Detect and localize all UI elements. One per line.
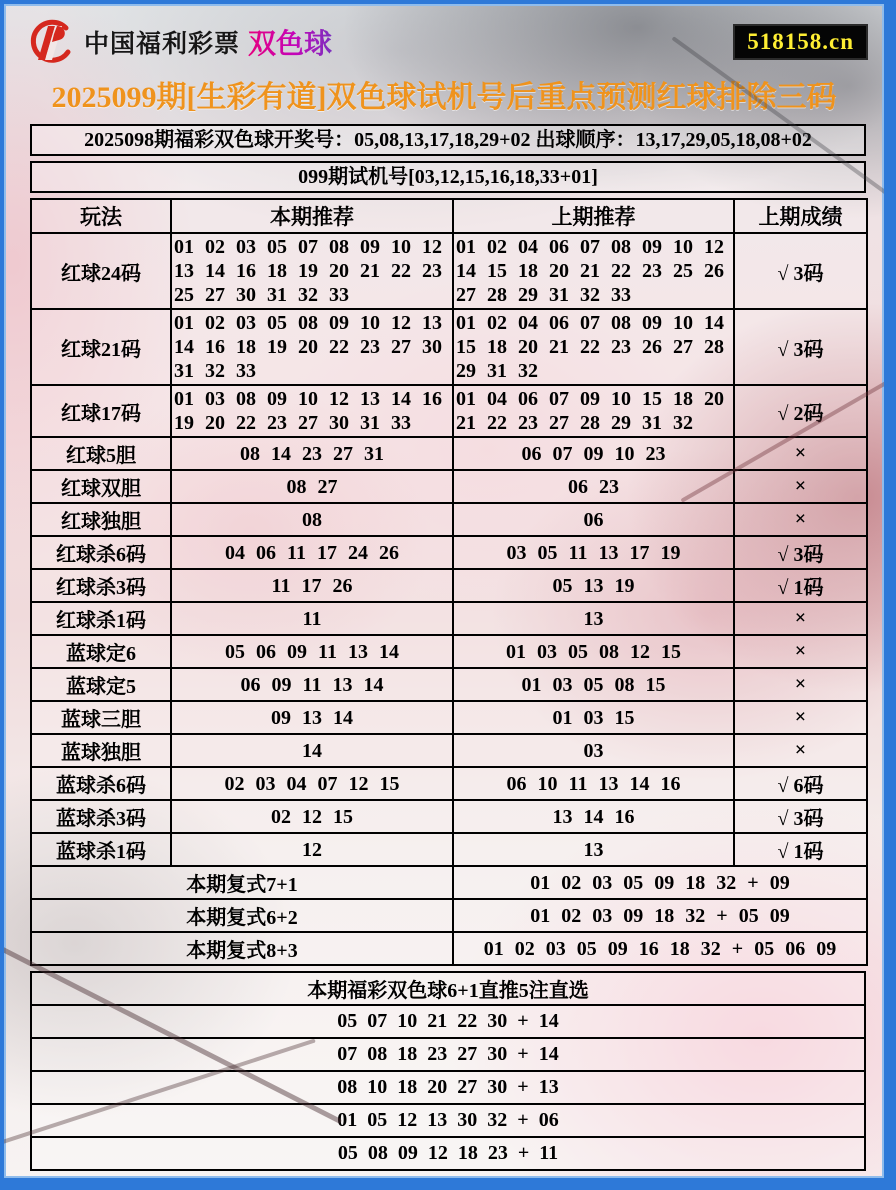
table-row bbox=[31, 503, 867, 536]
table-row bbox=[31, 536, 867, 569]
current-numbers: 09 13 14 bbox=[171, 701, 453, 734]
table-row bbox=[31, 635, 867, 668]
result-badge: √ 3码 bbox=[734, 233, 867, 309]
direct-pick-numbers: 08 10 18 20 27 30 + 13 bbox=[31, 1071, 865, 1104]
col-header-play: 玩法 bbox=[31, 199, 171, 233]
content-area bbox=[30, 124, 866, 1171]
direct-pick-row bbox=[31, 1071, 865, 1104]
previous-numbers: 05 13 19 bbox=[453, 569, 734, 602]
current-numbers: 08 14 23 27 31 bbox=[171, 437, 453, 470]
duplex-label: 本期复式7+1 bbox=[31, 866, 453, 899]
table-row bbox=[31, 437, 867, 470]
previous-numbers: 01 03 15 bbox=[453, 701, 734, 734]
previous-numbers: 01 02 04 06 07 08 09 10 14 15 18 20 21 22 23 26 27 28 29 31 32 bbox=[453, 309, 734, 385]
previous-numbers: 01 02 04 06 07 08 09 10 12 14 15 18 20 21 22 23 25 26 27 28 29 31 32 33 bbox=[453, 233, 734, 309]
direct-pick-numbers: 05 07 10 21 22 30 + 14 bbox=[31, 1005, 865, 1038]
col-header-current: 本期推荐 bbox=[171, 199, 453, 233]
current-numbers: 04 06 11 17 24 26 bbox=[171, 536, 453, 569]
play-label: 红球双胆 bbox=[31, 470, 171, 503]
china-welfare-lottery-logo-icon bbox=[28, 18, 76, 66]
table-row bbox=[31, 569, 867, 602]
result-badge: √ 1码 bbox=[734, 569, 867, 602]
col-header-result: 上期成绩 bbox=[734, 199, 867, 233]
play-label: 红球独胆 bbox=[31, 503, 171, 536]
current-numbers: 02 03 04 07 12 15 bbox=[171, 767, 453, 800]
test-number-info: 099期试机号[03,12,15,16,18,33+01] bbox=[30, 161, 866, 193]
result-badge: √ 6码 bbox=[734, 767, 867, 800]
play-label: 红球杀3码 bbox=[31, 569, 171, 602]
previous-numbers: 06 bbox=[453, 503, 734, 536]
direct-pick-numbers: 05 08 09 12 18 23 + 11 bbox=[31, 1137, 865, 1170]
play-label: 红球21码 bbox=[31, 309, 171, 385]
table-row bbox=[31, 470, 867, 503]
table-row bbox=[31, 767, 867, 800]
previous-numbers: 06 07 09 10 23 bbox=[453, 437, 734, 470]
play-label: 红球杀1码 bbox=[31, 602, 171, 635]
result-badge: √ 3码 bbox=[734, 536, 867, 569]
play-label: 红球24码 bbox=[31, 233, 171, 309]
play-label: 红球杀6码 bbox=[31, 536, 171, 569]
duplex-numbers: 01 02 03 05 09 16 18 32 + 05 06 09 bbox=[453, 932, 867, 965]
previous-numbers: 06 10 11 13 14 16 bbox=[453, 767, 734, 800]
table-row bbox=[31, 309, 867, 385]
brand-game-text: 双色球 bbox=[248, 22, 332, 62]
direct-pick-row bbox=[31, 1104, 865, 1137]
play-label: 蓝球杀3码 bbox=[31, 800, 171, 833]
play-label: 蓝球定5 bbox=[31, 668, 171, 701]
duplex-row bbox=[31, 932, 867, 965]
direct-pick-row bbox=[31, 1038, 865, 1071]
current-numbers: 05 06 09 11 13 14 bbox=[171, 635, 453, 668]
table-row bbox=[31, 668, 867, 701]
current-numbers: 01 02 03 05 08 09 10 12 13 14 16 18 19 20 22 23 27 30 31 32 33 bbox=[171, 309, 453, 385]
duplex-label: 本期复式8+3 bbox=[31, 932, 453, 965]
current-numbers: 01 03 08 09 10 12 13 14 16 19 20 22 23 27 30 31 33 bbox=[171, 385, 453, 437]
current-numbers: 06 09 11 13 14 bbox=[171, 668, 453, 701]
current-numbers: 02 12 15 bbox=[171, 800, 453, 833]
result-badge: × bbox=[734, 668, 867, 701]
previous-numbers: 13 bbox=[453, 602, 734, 635]
previous-numbers: 13 bbox=[453, 833, 734, 866]
duplex-numbers: 01 02 03 05 09 18 32 + 09 bbox=[453, 866, 867, 899]
direct-pick-table bbox=[30, 971, 866, 1171]
result-badge: × bbox=[734, 470, 867, 503]
current-numbers: 08 bbox=[171, 503, 453, 536]
current-numbers: 14 bbox=[171, 734, 453, 767]
result-badge: × bbox=[734, 602, 867, 635]
result-badge: √ 3码 bbox=[734, 309, 867, 385]
result-badge: × bbox=[734, 701, 867, 734]
table-row bbox=[31, 800, 867, 833]
result-badge: √ 2码 bbox=[734, 385, 867, 437]
direct-pick-row bbox=[31, 1137, 865, 1170]
previous-numbers: 03 05 11 13 17 19 bbox=[453, 536, 734, 569]
result-badge: × bbox=[734, 734, 867, 767]
result-badge: × bbox=[734, 437, 867, 470]
play-label: 红球5胆 bbox=[31, 437, 171, 470]
prediction-table bbox=[30, 198, 868, 966]
duplex-row bbox=[31, 866, 867, 899]
play-label: 红球17码 bbox=[31, 385, 171, 437]
table-row bbox=[31, 701, 867, 734]
current-numbers: 01 02 03 05 07 08 09 10 12 13 14 16 18 19 20 21 22 23 25 27 30 31 32 33 bbox=[171, 233, 453, 309]
previous-numbers: 13 14 16 bbox=[453, 800, 734, 833]
table-row bbox=[31, 233, 867, 309]
play-label: 蓝球三胆 bbox=[31, 701, 171, 734]
direct-pick-numbers: 07 08 18 23 27 30 + 14 bbox=[31, 1038, 865, 1071]
result-badge: √ 3码 bbox=[734, 800, 867, 833]
table-row bbox=[31, 734, 867, 767]
play-label: 蓝球杀6码 bbox=[31, 767, 171, 800]
result-badge: √ 1码 bbox=[734, 833, 867, 866]
direct-pick-header-row bbox=[31, 972, 865, 1005]
last-draw-info: 2025098期福彩双色球开奖号：05,08,13,17,18,29+02 出球顺序：13,17,29,05,18,08+02 bbox=[30, 124, 866, 156]
col-header-previous: 上期推荐 bbox=[453, 199, 734, 233]
previous-numbers: 01 04 06 07 09 10 15 18 20 21 22 23 27 28 29 31 32 bbox=[453, 385, 734, 437]
current-numbers: 11 17 26 bbox=[171, 569, 453, 602]
page-title: 2025099期[生彩有道]双色球试机号后重点预测红球排除三码 bbox=[51, 81, 837, 114]
duplex-row bbox=[31, 899, 867, 932]
play-label: 蓝球独胆 bbox=[31, 734, 171, 767]
previous-numbers: 03 bbox=[453, 734, 734, 767]
table-row bbox=[31, 385, 867, 437]
result-badge: × bbox=[734, 635, 867, 668]
table-row bbox=[31, 833, 867, 866]
site-badge: 518158.cn bbox=[733, 24, 868, 60]
direct-pick-header: 本期福彩双色球6+1直推5注直选 bbox=[31, 972, 865, 1005]
result-badge: × bbox=[734, 503, 867, 536]
previous-numbers: 01 03 05 08 15 bbox=[453, 668, 734, 701]
table-row bbox=[31, 602, 867, 635]
table-header-row bbox=[31, 199, 867, 233]
brand-text: 中国福利彩票 bbox=[84, 31, 241, 58]
current-numbers: 12 bbox=[171, 833, 453, 866]
previous-numbers: 06 23 bbox=[453, 470, 734, 503]
current-numbers: 08 27 bbox=[171, 470, 453, 503]
direct-pick-row bbox=[31, 1005, 865, 1038]
duplex-numbers: 01 02 03 09 18 32 + 05 09 bbox=[453, 899, 867, 932]
play-label: 蓝球杀1码 bbox=[31, 833, 171, 866]
previous-numbers: 01 03 05 08 12 15 bbox=[453, 635, 734, 668]
direct-pick-numbers: 01 05 12 13 30 32 + 06 bbox=[31, 1104, 865, 1137]
current-numbers: 11 bbox=[171, 602, 453, 635]
play-label: 蓝球定6 bbox=[31, 635, 171, 668]
duplex-label: 本期复式6+2 bbox=[31, 899, 453, 932]
